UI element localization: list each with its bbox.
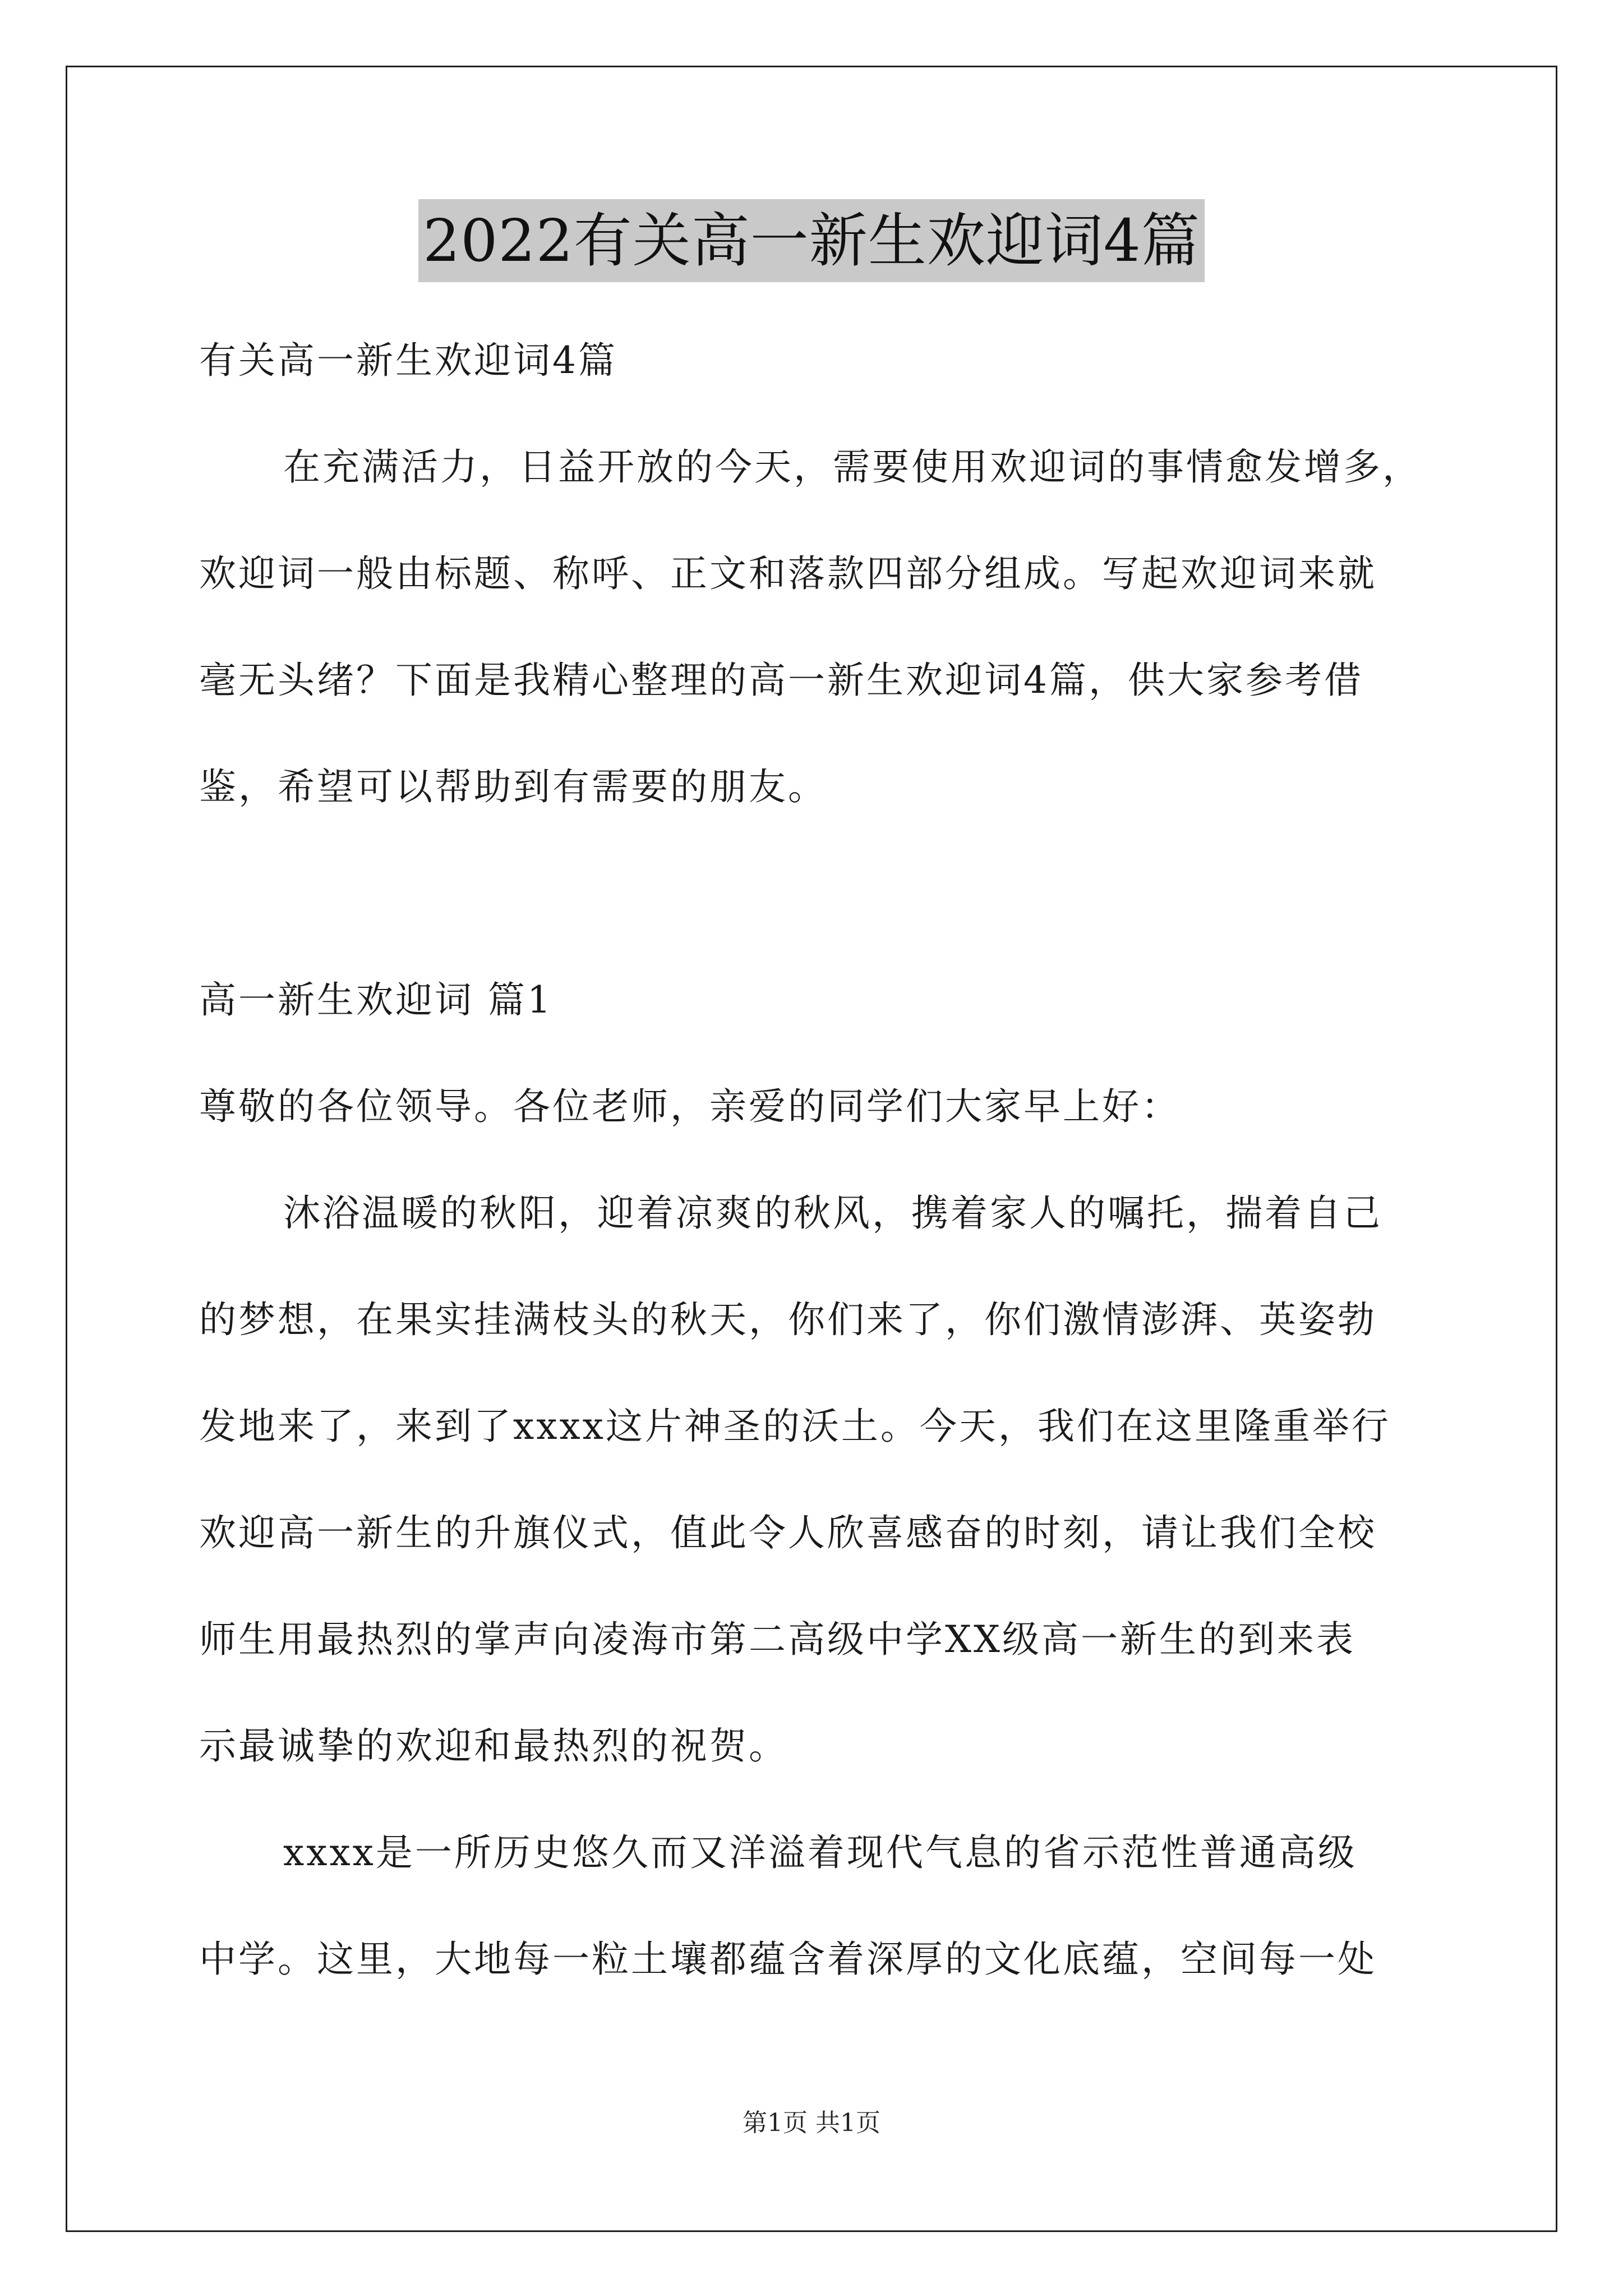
para1-line-1: 沐浴温暖的秋阳，迎着凉爽的秋风，携着家人的嘱托，揣着自己 xyxy=(283,1191,1382,1235)
para1-line-2: 的梦想，在果实挂满枝头的秋天，你们来了，你们激情澎湃、英姿勃 xyxy=(199,1298,1377,1341)
para1-line-5: 师生用最热烈的掌声向凌海市第二高级中学XX级高一新生的到来表 xyxy=(199,1618,1355,1661)
title-container xyxy=(0,199,1623,282)
page-number-label: 第1页 共1页 xyxy=(743,2109,880,2137)
para1-line-6: 示最诚挚的欢迎和最热烈的祝贺。 xyxy=(199,1724,788,1768)
document-subtitle: 有关高一新生欢迎词4篇 xyxy=(199,339,617,382)
intro-line-1: 在充满活力，日益开放的今天，需要使用欢迎词的事情愈发增多， xyxy=(283,445,1422,489)
document-title: 2022有关高一新生欢迎词4篇 xyxy=(418,199,1205,282)
para2-line-2: 中学。这里，大地每一粒土壤都蕴含着深厚的文化底蕴，空间每一处 xyxy=(199,1938,1377,1981)
page-footer xyxy=(0,2106,1623,2140)
greeting-line: 尊敬的各位领导。各位老师，亲爱的同学们大家早上好： xyxy=(199,1085,1181,1128)
intro-line-3: 毫无头绪？下面是我精心整理的高一新生欢迎词4篇，供大家参考借 xyxy=(199,659,1363,702)
para1-line-3: 发地来了，来到了xxxx这片神圣的沃土。今天，我们在这里隆重举行 xyxy=(199,1405,1391,1448)
section-heading: 高一新生欢迎词 篇1 xyxy=(199,978,553,1022)
intro-line-2: 欢迎词一般由标题、称呼、正文和落款四部分组成。写起欢迎词来就 xyxy=(199,552,1377,595)
document-body xyxy=(199,307,1450,2013)
intro-line-4: 鉴，希望可以帮助到有需要的朋友。 xyxy=(199,765,827,808)
para1-line-4: 欢迎高一新生的升旗仪式，值此令人欣喜感奋的时刻，请让我们全校 xyxy=(199,1511,1377,1554)
paragraph-gap xyxy=(199,840,1450,947)
para2-line-1: xxxx是一所历史悠久而又洋溢着现代气息的省示范性普通高级 xyxy=(283,1831,1357,1874)
